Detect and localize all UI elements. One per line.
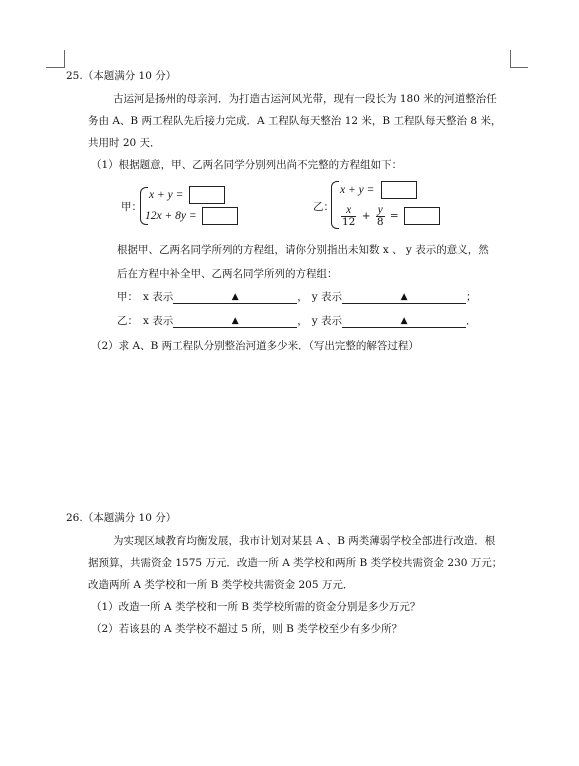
q26-paragraph-line-1: 为实现区域教育均衡发展，我市计划对某县 A 、B 两类薄弱学校全部进行改造．根 bbox=[113, 535, 496, 547]
yi-eq2-equals: = bbox=[389, 210, 399, 223]
q25-paragraph-line-3: 共用时 20 天． bbox=[88, 137, 161, 149]
yi-eq1-answer-box[interactable] bbox=[381, 181, 417, 199]
q25-part-2: （2）求 A、B 两工程队分别整治河道多少米．（写出完整的解答过程） bbox=[91, 340, 419, 352]
triangle-icon: ▲ bbox=[231, 292, 239, 302]
fill-yi-x-blank[interactable] bbox=[173, 316, 297, 328]
fill-jia-end: ； bbox=[466, 291, 477, 303]
q26-part-2: （2）若该县的 A 类学校不超过 5 所，则 B 类学校至少有多少所？ bbox=[91, 623, 403, 635]
yi-frac1-numerator: x bbox=[341, 204, 356, 217]
fill-yi-y-label: y 表示 bbox=[311, 315, 343, 327]
crop-mark-top-right bbox=[510, 50, 511, 68]
jia-equation-2 bbox=[145, 207, 238, 225]
q25-part-1: （1）根据题意，甲、乙两名同学分别列出尚不完整的方程组如下： bbox=[91, 159, 403, 171]
triangle-icon: ▲ bbox=[400, 292, 408, 302]
jia-label: 甲： bbox=[121, 201, 142, 213]
q25-instruction-line-1: 根据甲、乙两名同学所列的方程组，请你分别指出未知数 x 、 y 表示的意义，然 bbox=[117, 244, 489, 256]
q25-paragraph-line-1: 古运河是扬州的母亲河．为打造古运河风光带，现有一段长为 180 米的河道整治任 bbox=[113, 93, 497, 105]
q25-instruction-line-2: 后在方程中补全甲、乙两名同学所列的方程组： bbox=[117, 268, 338, 280]
fill-jia-y-label: y 表示 bbox=[311, 291, 343, 303]
crop-mark-top-left-h bbox=[46, 67, 64, 68]
yi-brace bbox=[331, 181, 339, 229]
yi-label: 乙： bbox=[313, 201, 334, 213]
q26-paragraph-line-3: 改造两所 A 类学校和一所 B 类学校共需资金 205 万元． bbox=[88, 579, 354, 591]
crop-mark-top-right-h bbox=[510, 67, 528, 68]
fill-jia-prefix: 甲： bbox=[117, 291, 138, 303]
triangle-icon: ▲ bbox=[231, 316, 239, 326]
triangle-icon: ▲ bbox=[400, 316, 408, 326]
fill-yi-prefix: 乙： bbox=[117, 315, 138, 327]
jia-equation-1 bbox=[149, 186, 225, 204]
q26-paragraph-line-2: 据预算，共需资金 1575 万元．改造一所 A 类学校和两所 B 类学校共需资金 230 万元； bbox=[88, 557, 503, 569]
fill-yi-end: ． bbox=[466, 315, 477, 327]
yi-plus-sign: + bbox=[361, 210, 371, 223]
fill-jia-y-blank[interactable] bbox=[342, 292, 466, 304]
fill-row-yi bbox=[117, 316, 477, 328]
yi-frac2-denominator: 8 bbox=[376, 216, 384, 229]
jia-eq1-answer-box[interactable] bbox=[189, 186, 225, 204]
q25-paragraph-line-2: 务由 A、B 两工程队先后接力完成．A 工程队每天整治 12 米，B 工程队每天整治 8 米， bbox=[88, 115, 502, 127]
fill-yi-sep: ， bbox=[297, 315, 308, 327]
yi-fraction-y-over-8 bbox=[376, 204, 385, 228]
fill-jia-x-label: x 表示 bbox=[143, 291, 174, 303]
fill-jia-sep: ， bbox=[297, 291, 308, 303]
fill-yi-x-label: x 表示 bbox=[143, 315, 174, 327]
q26-part-1: （1）改造一所 A 类学校和一所 B 类学校所需的资金分别是多少万元？ bbox=[91, 601, 421, 613]
fill-row-jia bbox=[117, 292, 477, 304]
yi-equation-2 bbox=[341, 204, 440, 228]
yi-frac2-numerator: y bbox=[377, 204, 383, 216]
jia-eq1-text: x + y = bbox=[149, 189, 184, 201]
yi-equation-1 bbox=[340, 181, 417, 199]
jia-eq2-answer-box[interactable] bbox=[202, 207, 238, 225]
yi-fraction-x-over-12 bbox=[341, 204, 356, 228]
q26-header: 26.（本题满分 10 分） bbox=[66, 512, 177, 524]
fill-jia-x-blank[interactable] bbox=[173, 292, 297, 304]
jia-eq2-text: 12x + 8y = bbox=[145, 210, 197, 222]
crop-mark-top-left bbox=[64, 50, 65, 68]
q25-header: 25.（本题满分 10 分） bbox=[66, 70, 177, 82]
yi-frac1-denominator: 12 bbox=[342, 216, 356, 229]
yi-eq1-text: x + y = bbox=[340, 184, 375, 196]
fill-yi-y-blank[interactable] bbox=[342, 316, 466, 328]
yi-eq2-answer-box[interactable] bbox=[404, 207, 440, 225]
